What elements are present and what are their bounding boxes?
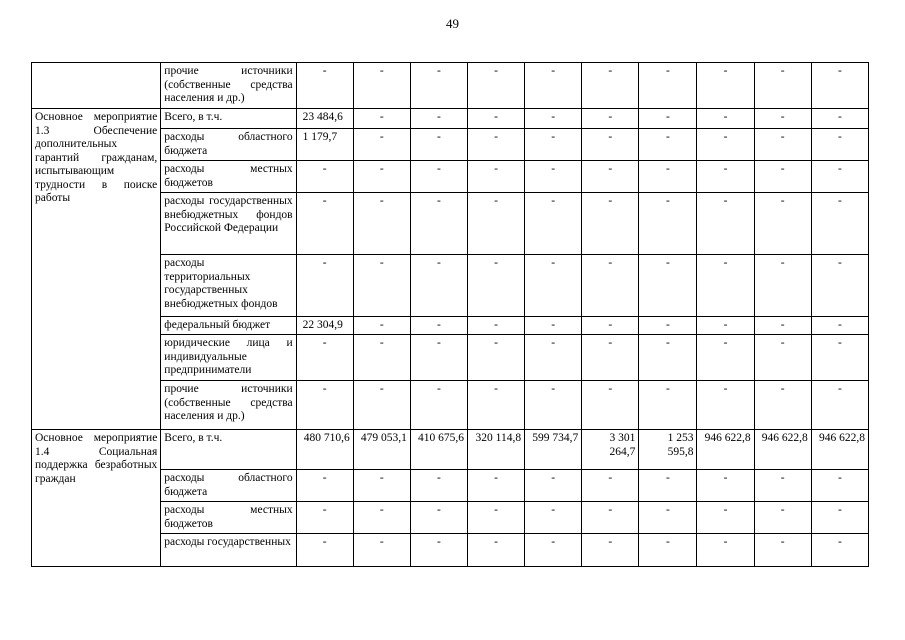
- value-cell: -: [467, 193, 524, 255]
- value-cell: -: [697, 193, 754, 255]
- value-cell: -: [525, 255, 582, 317]
- value-cell: -: [410, 255, 467, 317]
- value-cell: -: [296, 335, 353, 381]
- value-cell: 320 114,8: [467, 430, 524, 470]
- funding-source-cell: расходы государственных: [161, 534, 296, 567]
- value-cell: -: [811, 193, 868, 255]
- value-cell: -: [582, 129, 639, 161]
- value-cell: -: [754, 502, 811, 534]
- value-cell: -: [754, 381, 811, 430]
- value-cell: -: [639, 381, 697, 430]
- value-cell: 410 675,6: [410, 430, 467, 470]
- value-cell: -: [697, 63, 754, 109]
- value-cell: -: [296, 470, 353, 502]
- value-cell: -: [639, 109, 697, 129]
- value-cell: -: [582, 255, 639, 317]
- value-cell: -: [410, 534, 467, 567]
- table-row: [32, 109, 869, 129]
- value-cell: -: [353, 381, 410, 430]
- value-cell: -: [754, 470, 811, 502]
- value-cell: -: [467, 381, 524, 430]
- value-cell: -: [467, 161, 524, 193]
- value-cell: -: [525, 470, 582, 502]
- value-cell: 22 304,9: [296, 317, 353, 335]
- measure-title: Основное мероприятие 1.4 Социальная поддержка безработных граждан: [35, 432, 158, 485]
- value-cell: -: [410, 129, 467, 161]
- value-cell: -: [754, 63, 811, 109]
- value-cell: -: [467, 109, 524, 129]
- value-cell: -: [582, 161, 639, 193]
- value-cell: -: [697, 109, 754, 129]
- value-cell: -: [582, 193, 639, 255]
- value-cell: -: [525, 534, 582, 567]
- value-cell: -: [525, 129, 582, 161]
- value-cell: -: [811, 317, 868, 335]
- value-cell: -: [697, 534, 754, 567]
- value-cell: -: [811, 109, 868, 129]
- value-cell: -: [525, 335, 582, 381]
- value-cell: -: [639, 193, 697, 255]
- value-cell: -: [639, 317, 697, 335]
- value-cell: -: [582, 470, 639, 502]
- value-cell: 480 710,6: [296, 430, 353, 470]
- value-cell: -: [353, 335, 410, 381]
- value-cell: -: [754, 255, 811, 317]
- value-cell: -: [811, 129, 868, 161]
- value-cell: -: [353, 161, 410, 193]
- funding-source-cell: расходы территориальных государственных внебюджетных фондов: [161, 255, 296, 317]
- value-cell: -: [582, 534, 639, 567]
- value-cell: -: [697, 381, 754, 430]
- value-cell: -: [525, 109, 582, 129]
- value-cell: -: [296, 502, 353, 534]
- value-cell: -: [353, 534, 410, 567]
- value-cell: 946 622,8: [697, 430, 754, 470]
- value-cell: -: [296, 63, 353, 109]
- value-cell: -: [582, 109, 639, 129]
- value-cell: -: [410, 381, 467, 430]
- funding-source-cell: Всего, в т.ч.: [161, 430, 296, 470]
- value-cell: -: [811, 534, 868, 567]
- measure-cell: [32, 109, 161, 430]
- value-cell: -: [353, 502, 410, 534]
- value-cell: -: [525, 502, 582, 534]
- table-row: [32, 63, 869, 109]
- funding-source-cell: прочие источники (собственные средства населения и др.): [161, 381, 296, 430]
- value-cell: 3 301 264,7: [582, 430, 639, 470]
- value-cell: -: [467, 470, 524, 502]
- value-cell: 1 179,7: [296, 129, 353, 161]
- value-cell: -: [296, 534, 353, 567]
- value-cell: -: [582, 317, 639, 335]
- value-cell: -: [296, 381, 353, 430]
- value-cell: -: [697, 502, 754, 534]
- value-cell: -: [582, 335, 639, 381]
- value-cell: 23 484,6: [296, 109, 353, 129]
- funding-source-cell: расходы местных бюджетов: [161, 161, 296, 193]
- value-cell: -: [811, 470, 868, 502]
- value-cell: -: [639, 63, 697, 109]
- funding-source-cell: расходы местных бюджетов: [161, 502, 296, 534]
- value-cell: -: [525, 63, 582, 109]
- value-cell: -: [582, 381, 639, 430]
- value-cell: -: [754, 317, 811, 335]
- value-cell: -: [410, 63, 467, 109]
- value-cell: -: [410, 470, 467, 502]
- value-cell: -: [582, 502, 639, 534]
- value-cell: -: [410, 161, 467, 193]
- value-cell: -: [639, 502, 697, 534]
- funding-source-cell: расходы областного бюджета: [161, 129, 296, 161]
- value-cell: -: [811, 161, 868, 193]
- value-cell: -: [353, 63, 410, 109]
- funding-source-cell: прочие источники (собственные средства населения и др.): [161, 63, 296, 109]
- value-cell: -: [467, 335, 524, 381]
- value-cell: 479 053,1: [353, 430, 410, 470]
- table-body: [32, 63, 869, 567]
- value-cell: -: [639, 255, 697, 317]
- value-cell: -: [639, 470, 697, 502]
- value-cell: -: [353, 129, 410, 161]
- value-cell: -: [639, 161, 697, 193]
- value-cell: -: [754, 193, 811, 255]
- funding-source-cell: расходы государственных внебюджетных фондов Российской Федерации: [161, 193, 296, 255]
- value-cell: -: [296, 255, 353, 317]
- value-cell: 1 253 595,8: [639, 430, 697, 470]
- value-cell: -: [353, 317, 410, 335]
- value-cell: -: [754, 534, 811, 567]
- value-cell: -: [697, 317, 754, 335]
- value-cell: -: [525, 381, 582, 430]
- value-cell: 599 734,7: [525, 430, 582, 470]
- value-cell: -: [353, 470, 410, 502]
- value-cell: -: [467, 502, 524, 534]
- value-cell: -: [582, 63, 639, 109]
- value-cell: -: [811, 63, 868, 109]
- value-cell: -: [639, 129, 697, 161]
- value-cell: -: [353, 193, 410, 255]
- value-cell: -: [754, 109, 811, 129]
- value-cell: -: [754, 161, 811, 193]
- value-cell: -: [525, 193, 582, 255]
- value-cell: -: [467, 534, 524, 567]
- value-cell: -: [410, 193, 467, 255]
- value-cell: -: [296, 161, 353, 193]
- funding-source-cell: юридические лица и индивидуальные предприниматели: [161, 335, 296, 381]
- measure-cell: [32, 430, 161, 567]
- funding-source-cell: расходы областного бюджета: [161, 470, 296, 502]
- value-cell: -: [754, 335, 811, 381]
- value-cell: -: [410, 317, 467, 335]
- value-cell: -: [467, 129, 524, 161]
- value-cell: -: [754, 129, 811, 161]
- value-cell: -: [811, 502, 868, 534]
- measure-cell: [32, 63, 161, 109]
- value-cell: -: [353, 109, 410, 129]
- value-cell: -: [467, 255, 524, 317]
- value-cell: -: [525, 161, 582, 193]
- table-row: [32, 430, 869, 470]
- value-cell: -: [525, 317, 582, 335]
- value-cell: -: [639, 335, 697, 381]
- value-cell: 946 622,8: [754, 430, 811, 470]
- value-cell: -: [410, 335, 467, 381]
- page-number: 49: [446, 16, 459, 31]
- value-cell: -: [410, 109, 467, 129]
- value-cell: -: [467, 317, 524, 335]
- funding-table: [31, 62, 869, 567]
- value-cell: -: [697, 470, 754, 502]
- value-cell: -: [410, 502, 467, 534]
- value-cell: -: [811, 335, 868, 381]
- value-cell: 946 622,8: [811, 430, 868, 470]
- value-cell: -: [697, 335, 754, 381]
- value-cell: -: [697, 255, 754, 317]
- value-cell: -: [639, 534, 697, 567]
- value-cell: -: [296, 193, 353, 255]
- funding-source-cell: федеральный бюджет: [161, 317, 296, 335]
- value-cell: -: [697, 129, 754, 161]
- value-cell: -: [811, 255, 868, 317]
- funding-source-cell: Всего, в т.ч.: [161, 109, 296, 129]
- measure-title: Основное мероприятие 1.3 Обеспечение дополнительных гарантий гражданам, испытывающим трудности в поиске работы: [35, 111, 158, 204]
- value-cell: -: [697, 161, 754, 193]
- value-cell: -: [467, 63, 524, 109]
- value-cell: -: [811, 381, 868, 430]
- value-cell: -: [353, 255, 410, 317]
